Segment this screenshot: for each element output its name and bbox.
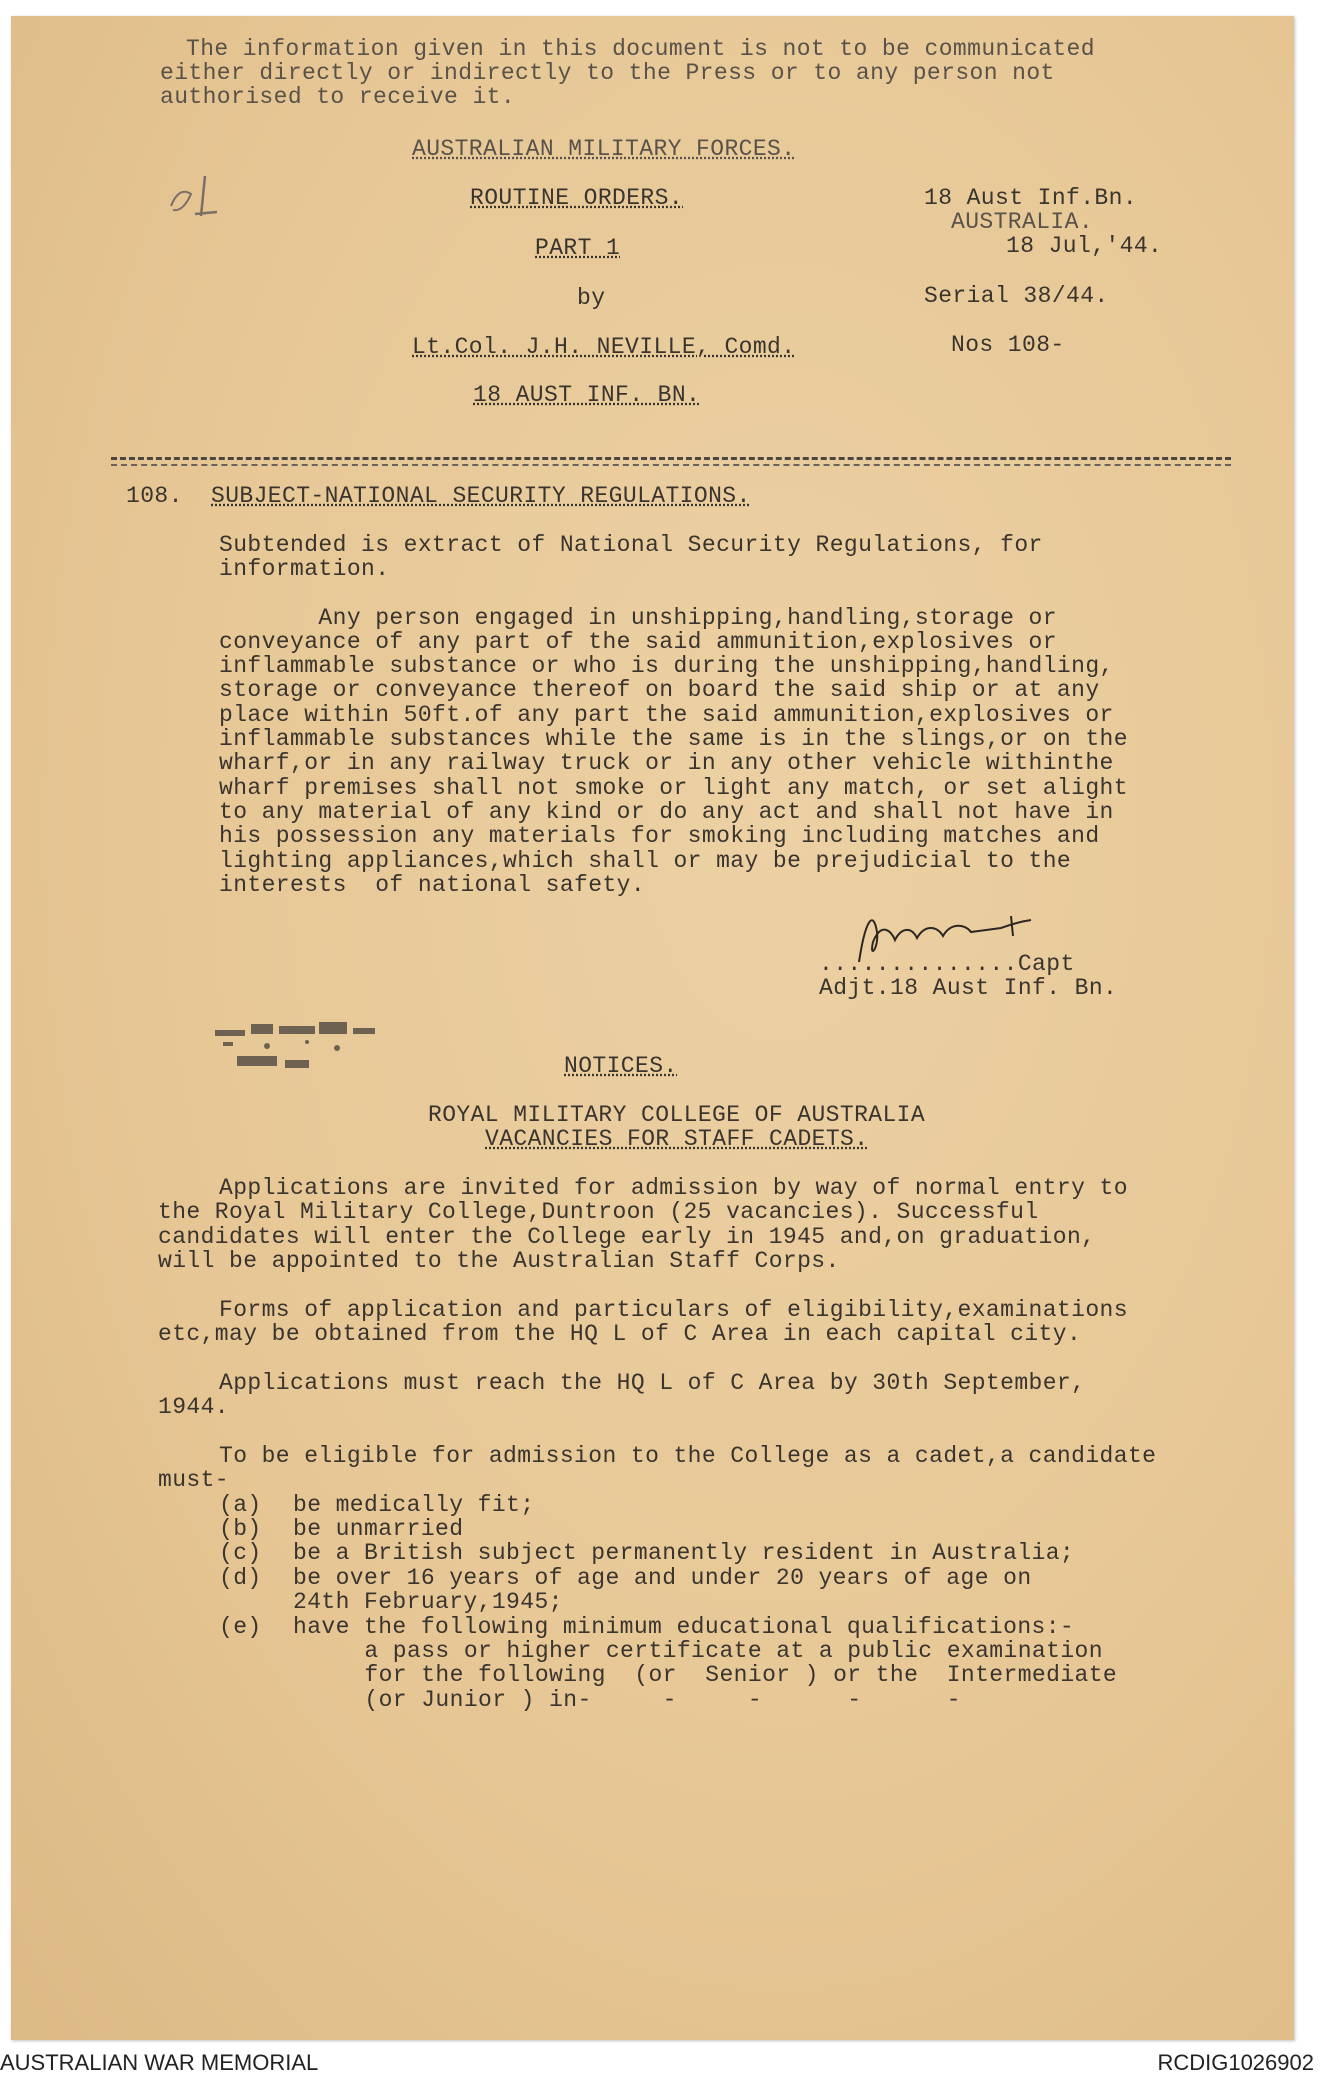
order-intro-line-2: information. xyxy=(219,556,390,582)
extract-line: inflammable substance or who is during the unshipping,handling, xyxy=(219,653,1114,679)
footer-archive-id: RCDIG1026902 xyxy=(1157,2050,1314,2075)
condition-text: be medically fit; xyxy=(293,1492,535,1518)
part-label: PART 1 xyxy=(535,235,621,261)
eligibility-intro: To be eligible for admission to the College as a cadet,a candidate xyxy=(219,1443,1157,1469)
notice-para-1: Applications are invited for admission by way of normal entry to xyxy=(219,1175,1128,1201)
by-label: by xyxy=(577,285,606,311)
condition-text: (or Junior ) in- - - - - xyxy=(336,1687,961,1713)
extract-line: inflammable substances while the same is in the slings,or on the xyxy=(219,726,1128,752)
notice-para-3: Applications must reach the HQ L of C Area by 30th September, xyxy=(219,1370,1086,1396)
serial-number: Serial 38/44. xyxy=(924,283,1109,309)
commander-name: Lt.Col. J.H. NEVILLE, Comd. xyxy=(412,334,796,360)
restriction-line-2: either directly or indirectly to the Press or to any person not xyxy=(160,60,1055,86)
condition-text: a pass or higher certificate at a public examination xyxy=(336,1638,1103,1664)
college-name: ROYAL MILITARY COLLEGE OF AUSTRALIA xyxy=(428,1102,926,1128)
notices-heading: NOTICES. xyxy=(564,1053,678,1079)
condition-letter: (b) xyxy=(219,1516,262,1542)
condition-text: 24th February,1945; xyxy=(293,1589,563,1615)
notice-para-1: will be appointed to the Australian Staff Corps. xyxy=(158,1248,840,1274)
restriction-line-1: The information given in this document is not to be communicated xyxy=(186,36,1095,62)
notice-para-2: Forms of application and particulars of eligibility,examinations xyxy=(219,1297,1128,1323)
notice-para-2: etc,may be obtained from the HQ L of C Area in each capital city. xyxy=(158,1321,1082,1347)
notice-para-1: the Royal Military College,Duntroon (25 vacancies). Successful xyxy=(158,1199,1039,1225)
pencil-mark xyxy=(161,166,241,226)
condition-text: have the following minimum educational qualifications:- xyxy=(293,1614,1075,1640)
condition-letter: (a) xyxy=(219,1492,262,1518)
notice-para-1: candidates will enter the College early in 1945 and,on graduation, xyxy=(158,1224,1096,1250)
extract-line: place within 50ft.of any part the said ammunition,explosives or xyxy=(219,702,1114,728)
restriction-line-3: authorised to receive it. xyxy=(160,84,516,110)
header-separator-lower xyxy=(111,464,1231,466)
unit-name: 18 AUST INF. BN. xyxy=(473,382,701,408)
extract-line: lighting appliances,which shall or may be prejudicial to the xyxy=(219,848,1072,874)
routine-orders-title: ROUTINE ORDERS. xyxy=(470,185,684,211)
extract-line: wharf,or in any railway truck or in any other vehicle withinthe xyxy=(219,750,1114,776)
vacancies-heading: VACANCIES FOR STAFF CADETS. xyxy=(485,1126,869,1152)
header-separator xyxy=(111,457,1231,460)
location-label: AUSTRALIA. xyxy=(951,209,1094,235)
condition-text: be unmarried xyxy=(293,1516,464,1542)
condition-letter: (d) xyxy=(219,1565,262,1591)
extract-line: to any material of any kind or do any act and shall not have in xyxy=(219,799,1114,825)
condition-letter: (c) xyxy=(219,1540,262,1566)
footer-archive-name: AUSTRALIAN WAR MEMORIAL xyxy=(0,2050,319,2075)
forces-title: AUSTRALIAN MILITARY FORCES. xyxy=(412,136,796,162)
order-numbers: Nos 108- xyxy=(951,332,1065,358)
notice-para-3: 1944. xyxy=(158,1394,230,1420)
signature-title: Adjt.18 Aust Inf. Bn. xyxy=(819,975,1118,1001)
order-subject: SUBJECT-NATIONAL SECURITY REGULATIONS. xyxy=(211,483,751,509)
extract-line: Any person engaged in unshipping,handling,storage or xyxy=(219,605,1057,631)
condition-letter: (e) xyxy=(219,1614,262,1640)
ink-stamp xyxy=(207,1012,407,1086)
condition-text: be a British subject permanently resident in Australia; xyxy=(293,1540,1075,1566)
issue-date: 18 Jul,'44. xyxy=(1006,233,1163,259)
eligibility-intro: must- xyxy=(158,1467,230,1493)
extract-line: his possession any materials for smoking including matches and xyxy=(219,823,1100,849)
order-number: 108. xyxy=(126,483,183,509)
signature-rank: ..............Capt xyxy=(819,951,1075,977)
extract-line: wharf premises shall not smoke or light any match, or set alight xyxy=(219,775,1128,801)
condition-text: for the following (or Senior ) or the Intermediate xyxy=(336,1662,1118,1688)
extract-line: storage or conveyance thereof on board the said ship or at any xyxy=(219,677,1100,703)
extract-line: interests of national safety. xyxy=(219,872,646,898)
condition-text: be over 16 years of age and under 20 years of age on xyxy=(293,1565,1032,1591)
order-intro-line-1: Subtended is extract of National Security Regulations, for xyxy=(219,532,1043,558)
battalion-label: 18 Aust Inf.Bn. xyxy=(924,185,1138,211)
document-page xyxy=(11,16,1294,2040)
extract-line: conveyance of any part of the said ammunition,explosives or xyxy=(219,629,1057,655)
